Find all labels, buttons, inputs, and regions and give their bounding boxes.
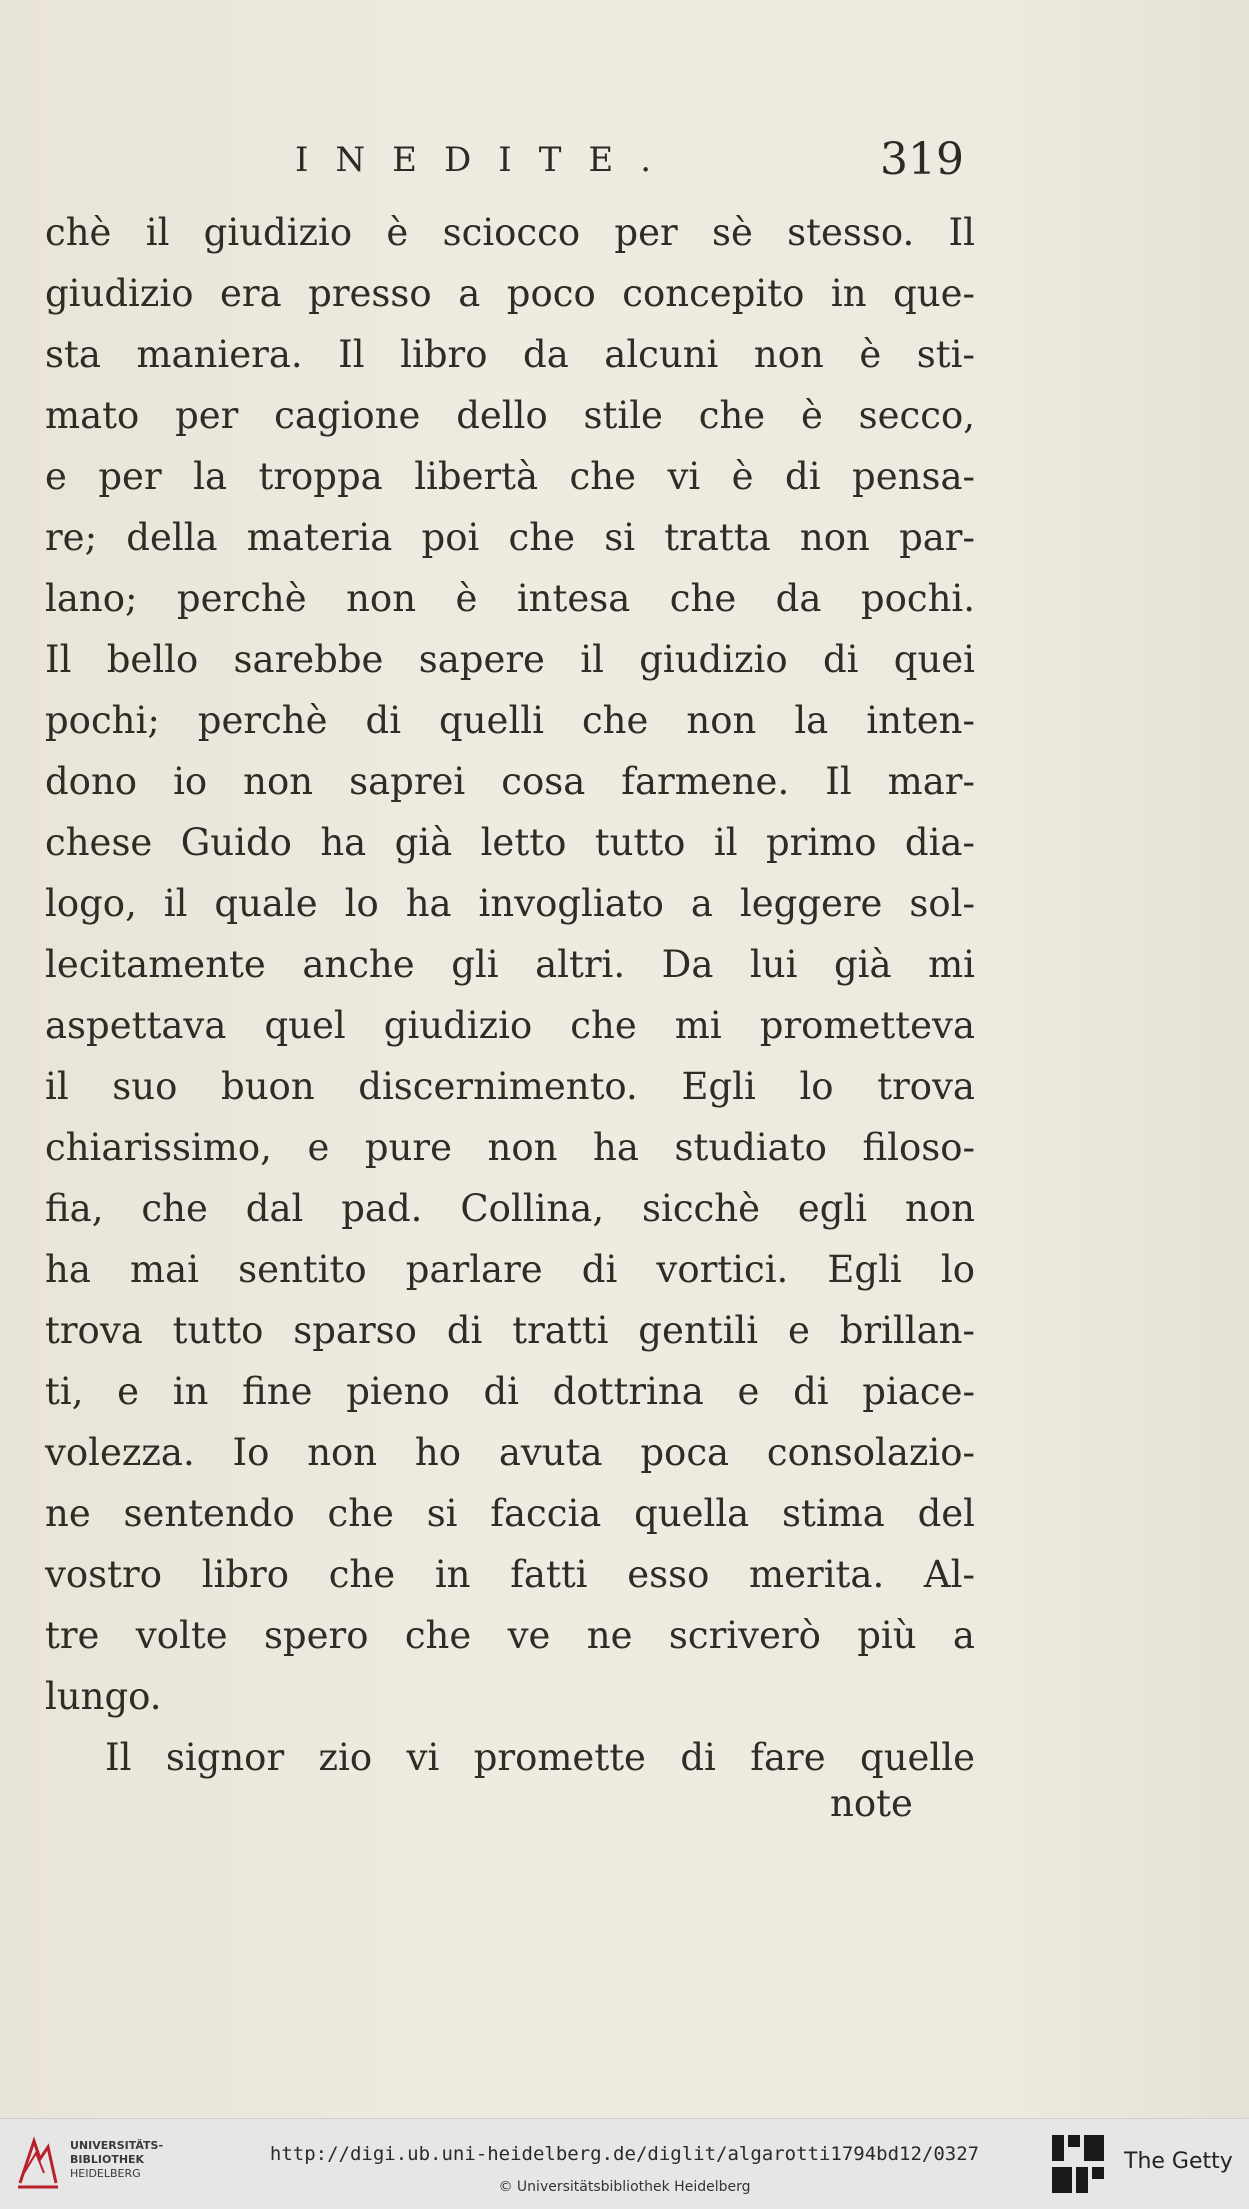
text-line: ha mai sentito parlare di vortici. Egli lo [45,1248,975,1291]
text-line: il suo buon discernimento. Egli lo trova [45,1065,975,1108]
text-line: vostro libro che in fatti esso merita. Al- [45,1553,975,1596]
institution-line: UNIVERSITÄTS- [70,2139,164,2152]
getty-logo-icon [1050,2133,1108,2197]
page-number: 319 [880,134,964,185]
text-line: chiarissimo, e pure non ha studiato filoso- [45,1126,975,1169]
text-line: fia, che dal pad. Collina, sicchè egli non [45,1187,975,1230]
text-line: tre volte spero che ve ne scriverò più a [45,1614,975,1657]
text-line: Il bello sarebbe sapere il giudizio di quei [45,638,975,681]
page-header [0,134,1249,200]
text-line: sta maniera. Il libro da alcuni non è sti- [45,333,975,376]
text-line: giudizio era presso a poco concepito in que- [45,272,975,315]
text-line: e per la troppa libertà che vi è di pensa- [45,455,975,498]
partner-name: The Getty [1124,2149,1233,2174]
running-head: INEDITE. [295,140,678,180]
text-line: trova tutto sparso di tratti gentili e brillan- [45,1309,975,1352]
text-line: pochi; perchè di quelli che non la inten- [45,699,975,742]
text-line: chese Guido ha già letto tutto il primo dia- [45,821,975,864]
institution-line: HEIDELBERG [70,2167,141,2180]
permalink-url[interactable]: http://digi.ub.uni-heidelberg.de/diglit/algarotti1794bd12/0327 [269,2143,980,2165]
catchword: note [830,1782,913,1825]
text-line: mato per cagione dello stile che è secco, [45,394,975,437]
text-line: aspettava quel giudizio che mi prometteva [45,1004,975,1047]
copyright-notice: © Universitätsbibliothek Heidelberg [498,2179,751,2195]
text-line: Il signor zio vi promette di fare quelle [105,1736,975,1779]
text-line: lecitamente anche gli altri. Da lui già mi [45,943,975,986]
text-line: ti, e in fine pieno di dottrina e di piace- [45,1370,975,1413]
text-line: lungo. [45,1675,162,1718]
text-line: logo, il quale lo ha invogliato a leggere sol- [45,882,975,925]
text-line: dono io non saprei cosa farmene. Il mar- [45,760,975,803]
text-line: lano; perchè non è intesa che da pochi. [45,577,975,620]
text-line: ne sentendo che si faccia quella stima del [45,1492,975,1535]
institution-line: BIBLIOTHEK [70,2153,145,2166]
body-text [45,202,975,1788]
text-line: volezza. Io non ho avuta poca consolazio- [45,1431,975,1474]
text-line: re; della materia poi che si tratta non par- [45,516,975,559]
viewer-footer [0,2118,1249,2209]
text-line: chè il giudizio è sciocco per sè stesso. Il [45,211,975,254]
